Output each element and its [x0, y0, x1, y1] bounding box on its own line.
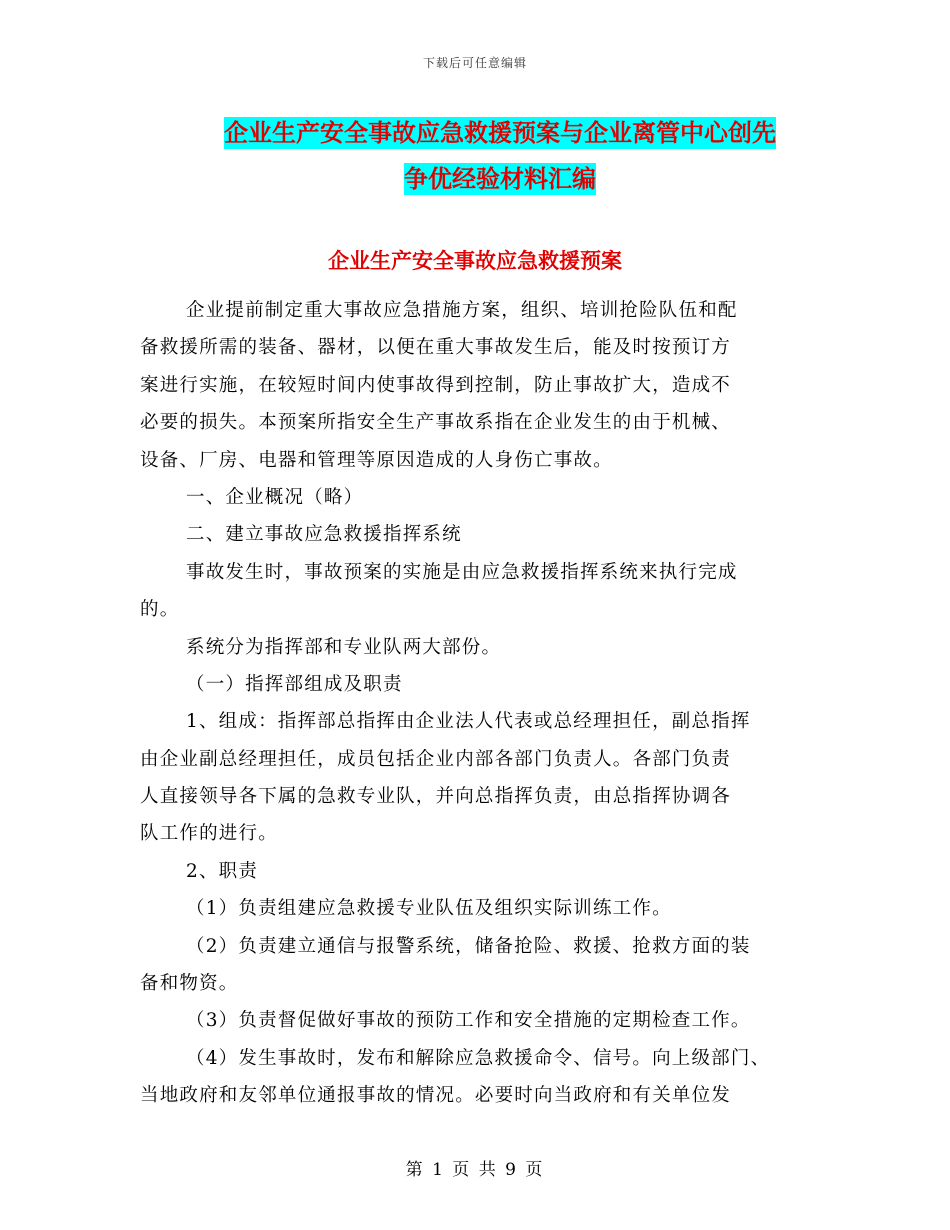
heading-line: 一、企业概况（略） — [186, 486, 364, 508]
current-page-number: 1 — [432, 1160, 445, 1180]
paragraph-line: 队工作的进行。 — [140, 823, 278, 845]
total-page-count: 9 — [505, 1160, 518, 1180]
heading-line: 二、建立事故应急救援指挥系统 — [186, 524, 462, 546]
list-item: （3）负责督促做好事故的预防工作和安全措施的定期检查工作。 — [186, 1010, 751, 1032]
footer-prefix: 第 — [405, 1160, 425, 1180]
paragraph-line: 企业提前制定重大事故应急措施方案，组织、培训抢险队伍和配 — [186, 300, 738, 321]
paragraph-line: 备和物资。 — [140, 973, 239, 995]
paragraph-line: 必要的损失。本预案所指安全生产事故系指在企业发生的由于机械、 — [140, 412, 732, 434]
header-note: 下载后可任意编辑 — [422, 56, 527, 70]
paragraph-line: 的。 — [140, 599, 180, 621]
title-line-2: 争优经验材料汇编 — [404, 165, 596, 193]
heading-line: （一）指挥部组成及职责 — [186, 673, 403, 695]
paragraph-line: 设备、厂房、电器和管理等原因造成的人身伤亡事故。 — [140, 449, 613, 471]
paragraph-line: 案进行实施，在较短时间内使事故得到控制，防止事故扩大，造成不 — [140, 374, 732, 396]
paragraph-line: 当地政府和友邻单位通报事故的情况。必要时向当政府和有关单位发 — [140, 1085, 732, 1107]
list-item: （4）发生事故时，发布和解除应急救援命令、信号。向上级部门、 — [186, 1047, 771, 1069]
list-item: （1）负责组建应急救援专业队伍及组织实际训练工作。 — [186, 898, 672, 920]
paragraph-line: 1、组成：指挥部总指挥由企业法人代表或总经理担任，副总指挥 — [186, 711, 751, 733]
body-text — [140, 292, 820, 1115]
document-title — [190, 110, 810, 202]
paragraph-line: 事故发生时，事故预案的实施是由应急救援指挥系统来执行完成 — [186, 561, 738, 583]
page-footer — [0, 1155, 950, 1180]
footer-middle: 页 共 — [452, 1160, 498, 1180]
paragraph-line: 系统分为指挥部和专业队两大部份。 — [186, 636, 502, 658]
paragraph-line: 备救援所需的装备、器材，以便在重大事故发生后，能及时按预订方 — [140, 337, 732, 359]
heading-line: 2、职责 — [186, 860, 259, 882]
section-title: 企业生产安全事故应急救援预案 — [328, 249, 622, 273]
footer-suffix: 页 — [525, 1160, 545, 1180]
list-item: （2）负责建立通信与报警系统，储备抢险、救援、抢救方面的装 — [186, 935, 751, 957]
title-line-1: 企业生产安全事故应急救援预案与企业离管中心创先 — [224, 119, 776, 147]
paragraph-line: 由企业副总经理担任，成员包括企业内部各部门负责人。各部门负责 — [140, 748, 732, 770]
paragraph-line: 人直接领导各下属的急救专业队，并向总指挥负责，由总指挥协调各 — [140, 786, 732, 808]
